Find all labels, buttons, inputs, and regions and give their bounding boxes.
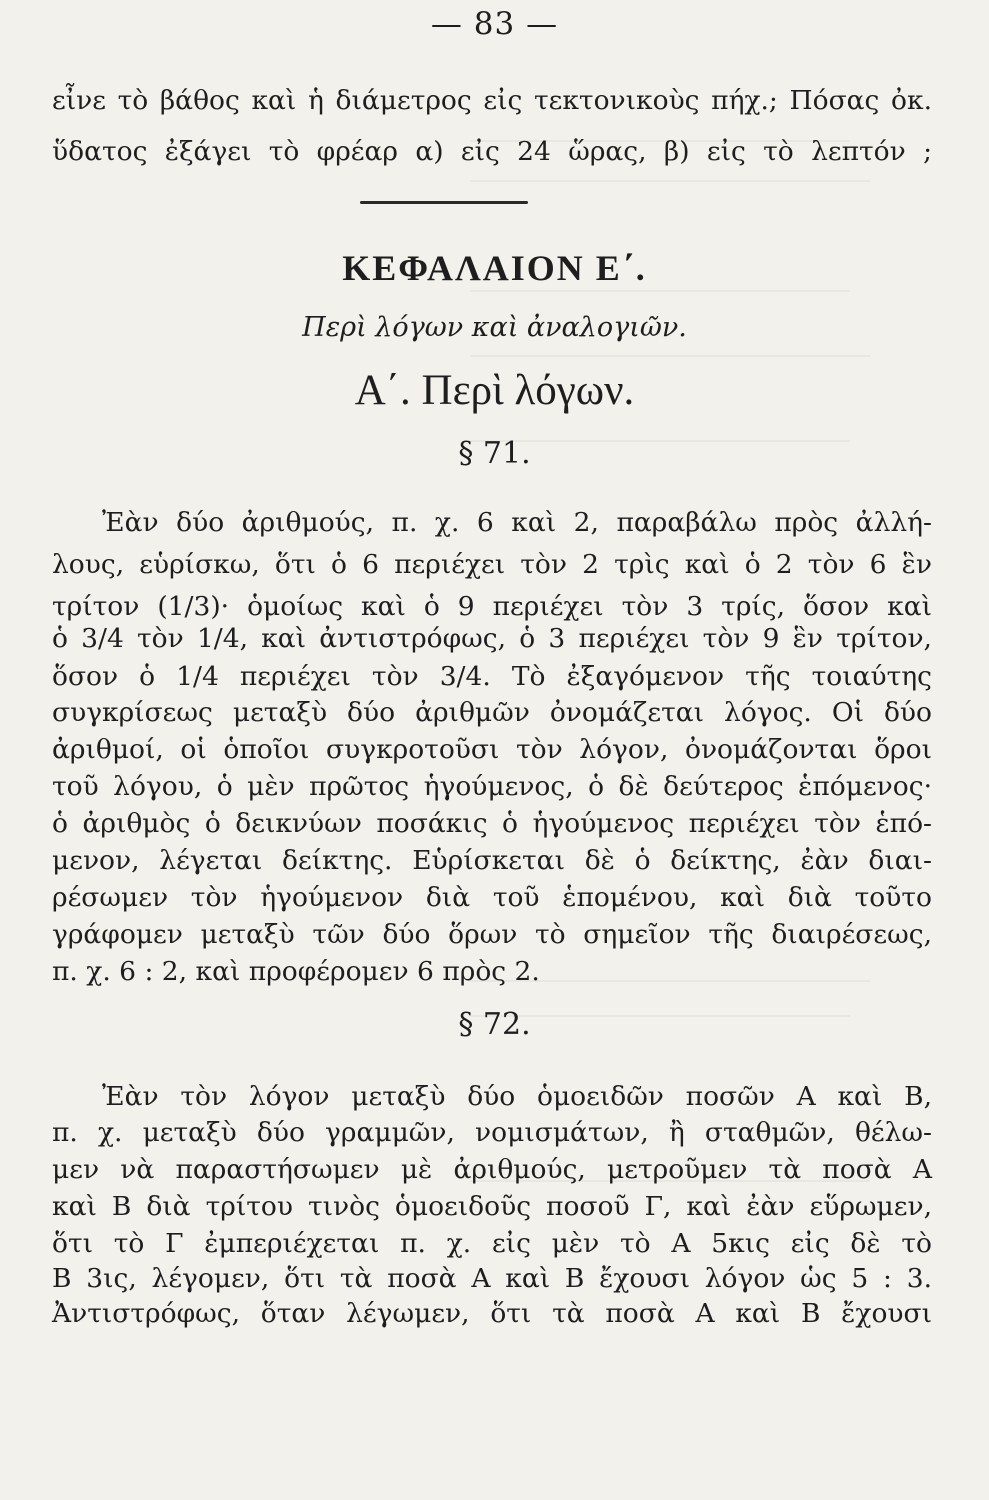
- p71-line-6: συγκρίσεως μεταξὺ δύο ἀριθμῶν ὀνομάζεται λόγος. Οἱ δύο: [52, 697, 932, 728]
- paragraph-mark-71: § 71.: [458, 436, 531, 471]
- p71-line-13: π. χ. 6 : 2, καὶ προφέρομεν 6 πρὸς 2.: [52, 956, 540, 987]
- p71-line-10: μενον, λέγεται δείκτης. Εὑρίσκεται δὲ ὁ δείκτης, ἐὰν διαι-: [52, 845, 932, 876]
- p71-line-3: τρίτον (1/3)· ὁμοίως καὶ ὁ 9 περιέχει τὸν 3 τρίς, ὅσον καὶ: [52, 591, 932, 622]
- intro-line-1: εἶνε τὸ βάθος καὶ ἡ διάμετρος εἰς τεκτονικοὺς πήχ.; Πόσας ὀκ.: [52, 85, 932, 116]
- p71-line-8: τοῦ λόγου, ὁ μὲν πρῶτος ἡγούμενος, ὁ δὲ δεύτερος ἑπόμενος·: [52, 771, 932, 802]
- p72-line-1: Ἐὰν τὸν λόγον μεταξὺ δύο ὁμοειδῶν ποσῶν Α καὶ Β,: [102, 1081, 932, 1112]
- p72-line-7: Ἀντιστρόφως, ὅταν λέγωμεν, ὅτι τὰ ποσὰ Α καὶ Β ἔχουσι: [52, 1298, 932, 1329]
- p71-line-4: ὁ 3/4 τὸν 1/4, καὶ ἀντιστρόφως, ὁ 3 περιέχει τὸν 9 ἓν τρίτον,: [52, 623, 932, 654]
- intro-line-2: ὕδατος ἐξάγει τὸ φρέαρ α) εἰς 24 ὥρας, β) εἰς τὸ λεπτόν ;: [52, 136, 932, 167]
- p71-line-5: ὅσον ὁ 1/4 περιέχει τὸν 3/4. Τὸ ἐξαγόμενον τῆς τοιαύτης: [52, 661, 932, 692]
- p71-line-1: Ἐὰν δύο ἀριθμούς, π. χ. 6 καὶ 2, παραβάλω πρὸς ἀλλή-: [102, 507, 932, 538]
- p71-line-11: ρέσωμεν τὸν ἡγούμενον διὰ τοῦ ἑπομένου, καὶ διὰ τοῦτο: [52, 882, 932, 913]
- p72-line-6: Β 3ις, λέγομεν, ὅτι τὰ ποσὰ Α καὶ Β ἔχουσι λόγον ὡς 5 : 3.: [52, 1263, 932, 1294]
- page-number: — 83 —: [430, 6, 559, 42]
- section-title: Α΄. Περὶ λόγων.: [354, 367, 635, 414]
- p71-line-7: ἀριθμοί, οἱ ὁποῖοι συγκροτοῦσι τὸν λόγον, ὀνομάζονται ὅροι: [52, 734, 932, 765]
- paragraph-mark-72: § 72.: [458, 1007, 531, 1042]
- chapter-title: ΚΕΦΑΛΑΙΟΝ Ε΄.: [342, 248, 647, 288]
- p71-line-2: λους, εὑρίσκω, ὅτι ὁ 6 περιέχει τὸν 2 τρὶς καὶ ὁ 2 τὸν 6 ἓν: [52, 549, 932, 580]
- p71-line-9: ὁ ἀριθμὸς ὁ δεικνύων ποσάκις ὁ ἡγούμενος περιέχει τὸν ἑπό-: [52, 808, 932, 839]
- p71-line-12: γράφομεν μεταξὺ τῶν δύο ὅρων τὸ σημεῖον τῆς διαιρέσεως,: [52, 919, 932, 950]
- p72-line-4: καὶ Β διὰ τρίτου τινὸς ὁμοειδοῦς ποσοῦ Γ, καὶ ἐὰν εὕρωμεν,: [52, 1191, 932, 1222]
- p72-line-3: μεν νὰ παραστήσωμεν μὲ ἀριθμούς, μετροῦμεν τὰ ποσὰ Α: [52, 1154, 932, 1185]
- chapter-subtitle: Περὶ λόγων καὶ ἀναλογιῶν.: [302, 312, 687, 343]
- p72-line-5: ὅτι τὸ Γ ἐμπεριέχεται π. χ. εἰς μὲν τὸ Α 5κις εἰς δὲ τὸ: [52, 1228, 932, 1259]
- p72-line-2: π. χ. μεταξὺ δύο γραμμῶν, νομισμάτων, ἢ σταθμῶν, θέλω-: [52, 1117, 932, 1148]
- separator-rule: [360, 201, 528, 204]
